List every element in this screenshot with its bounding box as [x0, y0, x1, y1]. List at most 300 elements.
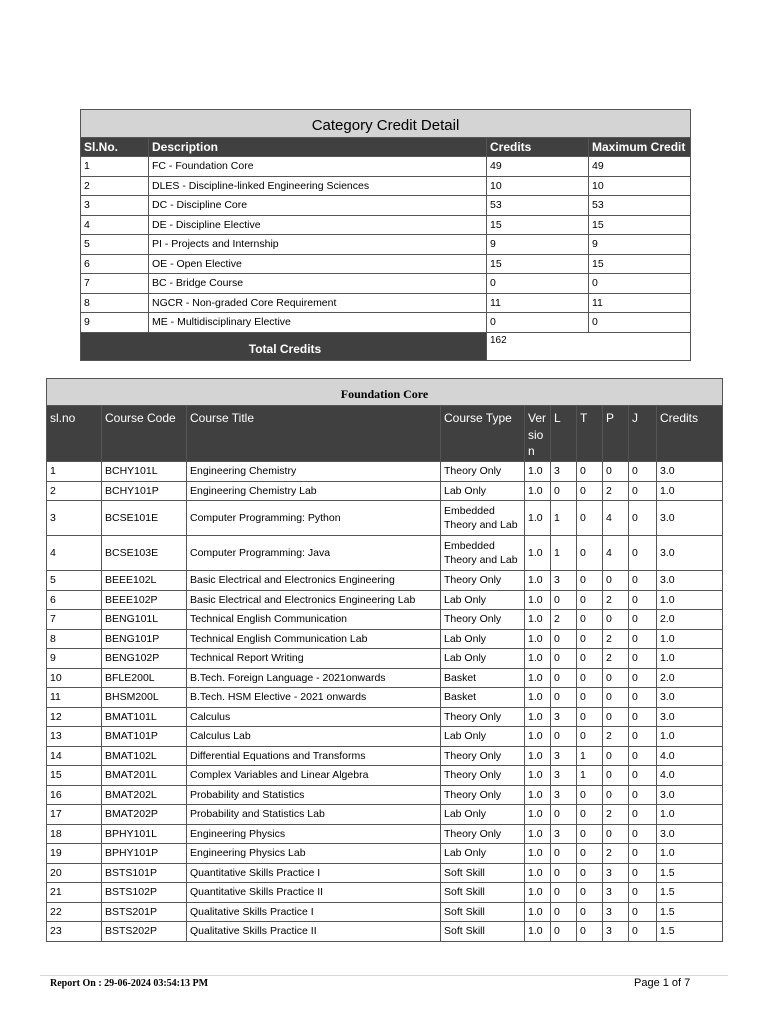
- table-row: [47, 805, 723, 825]
- cell-course-type: Theory Only: [441, 785, 525, 805]
- cell-slno: 9: [47, 649, 102, 669]
- cell-j: 0: [629, 883, 657, 903]
- table-row: [81, 254, 691, 274]
- cell-max-credit: 15: [589, 254, 691, 274]
- cell-l: 0: [551, 883, 577, 903]
- cell-l: 3: [551, 746, 577, 766]
- cell-description: NGCR - Non-graded Core Requirement: [149, 293, 487, 313]
- cell-j: 0: [629, 481, 657, 501]
- cell-l: 3: [551, 571, 577, 591]
- cell-course-title: Engineering Chemistry: [187, 462, 441, 482]
- cell-description: DE - Discipline Elective: [149, 215, 487, 235]
- cell-max-credit: 15: [589, 215, 691, 235]
- table-row: [47, 629, 723, 649]
- cell-slno: 20: [47, 863, 102, 883]
- cell-p: 0: [603, 766, 629, 786]
- cell-l: 0: [551, 590, 577, 610]
- cell-credits: 11: [487, 293, 589, 313]
- cell-course-title: Calculus Lab: [187, 727, 441, 747]
- table-row: [47, 824, 723, 844]
- cell-credits: 3.0: [657, 785, 723, 805]
- cell-l: 0: [551, 668, 577, 688]
- cell-credits: 1.0: [657, 590, 723, 610]
- cell-description: ME - Multidisciplinary Elective: [149, 313, 487, 333]
- header-version-line-2: sio: [528, 427, 544, 442]
- cell-t: 0: [577, 462, 603, 482]
- cell-credits: 1.0: [657, 805, 723, 825]
- cell-course-code: BCHY101L: [102, 462, 187, 482]
- cell-slno: 5: [47, 571, 102, 591]
- cell-p: 0: [603, 462, 629, 482]
- category-credit-table: [80, 109, 691, 361]
- cell-credits: 1.0: [657, 629, 723, 649]
- footer-divider: [40, 975, 728, 976]
- foundation-title-row: [47, 379, 723, 406]
- cell-t: 0: [577, 902, 603, 922]
- cell-course-type: Lab Only: [441, 649, 525, 669]
- cell-slno: 12: [47, 707, 102, 727]
- cell-p: 2: [603, 481, 629, 501]
- cell-course-title: Qualitative Skills Practice I: [187, 902, 441, 922]
- cell-t: 0: [577, 571, 603, 591]
- cell-j: 0: [629, 590, 657, 610]
- cell-course-title: B.Tech. HSM Elective - 2021 onwards: [187, 688, 441, 708]
- cell-course-type: Lab Only: [441, 590, 525, 610]
- cell-version: 1.0: [525, 688, 551, 708]
- cell-version: 1.0: [525, 785, 551, 805]
- cell-j: 0: [629, 746, 657, 766]
- cell-credits: 0: [487, 274, 589, 294]
- cell-version: 1.0: [525, 462, 551, 482]
- cell-credits: 3.0: [657, 462, 723, 482]
- cell-max-credit: 0: [589, 274, 691, 294]
- header-course-title: Course Title: [187, 406, 441, 462]
- cell-slno: 17: [47, 805, 102, 825]
- total-row: [81, 332, 691, 360]
- cell-j: 0: [629, 649, 657, 669]
- cell-t: 0: [577, 863, 603, 883]
- cell-course-title: Basic Electrical and Electronics Engineering: [187, 571, 441, 591]
- header-description: Description: [149, 138, 487, 157]
- cell-course-type: Lab Only: [441, 844, 525, 864]
- cell-course-type: Soft Skill: [441, 863, 525, 883]
- table-row: [47, 766, 723, 786]
- table-row: [47, 902, 723, 922]
- cell-version: 1.0: [525, 863, 551, 883]
- cell-t: 0: [577, 649, 603, 669]
- cell-p: 3: [603, 883, 629, 903]
- cell-credits: 15: [487, 254, 589, 274]
- cell-version: 1.0: [525, 629, 551, 649]
- cell-slno: 22: [47, 902, 102, 922]
- cell-course-type: Embedded Theory and Lab: [441, 501, 525, 536]
- cell-course-code: BPHY101L: [102, 824, 187, 844]
- cell-course-title: Engineering Physics Lab: [187, 844, 441, 864]
- cell-credits: 3.0: [657, 824, 723, 844]
- cell-credits: 15: [487, 215, 589, 235]
- cell-version: 1.0: [525, 746, 551, 766]
- cell-credits: 3.0: [657, 707, 723, 727]
- cell-course-code: BCSE101E: [102, 501, 187, 536]
- cell-version: 1.0: [525, 766, 551, 786]
- table-row: [81, 157, 691, 177]
- table-row: [81, 196, 691, 216]
- cell-course-type: Lab Only: [441, 727, 525, 747]
- cell-version: 1.0: [525, 922, 551, 942]
- cell-credits: 1.0: [657, 727, 723, 747]
- cell-version: 1.0: [525, 902, 551, 922]
- cell-j: 0: [629, 668, 657, 688]
- cell-course-type: Theory Only: [441, 571, 525, 591]
- cell-j: 0: [629, 727, 657, 747]
- table-row: [47, 707, 723, 727]
- header-slno: Sl.No.: [81, 138, 149, 157]
- table-row: [47, 610, 723, 630]
- table-row: [81, 274, 691, 294]
- cell-t: 0: [577, 844, 603, 864]
- cell-course-title: Technical Report Writing: [187, 649, 441, 669]
- cell-credits: 3.0: [657, 536, 723, 571]
- cell-t: 0: [577, 707, 603, 727]
- table-row: [81, 176, 691, 196]
- cell-slno: 23: [47, 922, 102, 942]
- cell-version: 1.0: [525, 590, 551, 610]
- cell-course-code: BMAT201L: [102, 766, 187, 786]
- cell-t: 0: [577, 824, 603, 844]
- cell-course-type: Soft Skill: [441, 902, 525, 922]
- cell-j: 0: [629, 536, 657, 571]
- table-row: [81, 235, 691, 255]
- cell-t: 1: [577, 766, 603, 786]
- cell-slno: 1: [81, 157, 149, 177]
- cell-course-type: Theory Only: [441, 824, 525, 844]
- cell-l: 3: [551, 462, 577, 482]
- cell-credits: 4.0: [657, 766, 723, 786]
- table-row: [47, 536, 723, 571]
- cell-max-credit: 53: [589, 196, 691, 216]
- cell-p: 2: [603, 727, 629, 747]
- cell-p: 0: [603, 746, 629, 766]
- cell-course-title: Probability and Statistics Lab: [187, 805, 441, 825]
- cell-max-credit: 0: [589, 313, 691, 333]
- cell-course-code: BEEE102P: [102, 590, 187, 610]
- cell-course-code: BSTS201P: [102, 902, 187, 922]
- cell-l: 0: [551, 727, 577, 747]
- cell-credits: 3.0: [657, 571, 723, 591]
- cell-l: 3: [551, 707, 577, 727]
- report-timestamp: Report On : 29-06-2024 03:54:13 PM: [50, 978, 209, 989]
- cell-p: 2: [603, 805, 629, 825]
- cell-version: 1.0: [525, 571, 551, 591]
- cell-course-type: Theory Only: [441, 746, 525, 766]
- cell-t: 1: [577, 746, 603, 766]
- cell-course-type: Embedded Theory and Lab: [441, 536, 525, 571]
- cell-slno: 16: [47, 785, 102, 805]
- header-t: T: [577, 406, 603, 462]
- cell-slno: 3: [47, 501, 102, 536]
- cell-course-title: B.Tech. Foreign Language - 2021onwards: [187, 668, 441, 688]
- cell-slno: 4: [47, 536, 102, 571]
- cell-t: 0: [577, 590, 603, 610]
- cell-version: 1.0: [525, 844, 551, 864]
- cell-t: 0: [577, 688, 603, 708]
- cell-version: 1.0: [525, 649, 551, 669]
- cell-l: 0: [551, 922, 577, 942]
- cell-l: 0: [551, 649, 577, 669]
- cell-j: 0: [629, 785, 657, 805]
- cell-p: 2: [603, 629, 629, 649]
- cell-course-code: BSTS102P: [102, 883, 187, 903]
- table-row: [47, 785, 723, 805]
- cell-course-code: BPHY101P: [102, 844, 187, 864]
- cell-t: 0: [577, 668, 603, 688]
- table-row: [47, 688, 723, 708]
- cell-credits: 2.0: [657, 610, 723, 630]
- cell-slno: 9: [81, 313, 149, 333]
- cell-max-credit: 10: [589, 176, 691, 196]
- cell-p: 3: [603, 863, 629, 883]
- cell-course-type: Theory Only: [441, 462, 525, 482]
- header-slno: sl.no: [47, 406, 102, 462]
- cell-slno: 11: [47, 688, 102, 708]
- cell-p: 0: [603, 610, 629, 630]
- cell-credits: 1.0: [657, 481, 723, 501]
- table-row: [47, 590, 723, 610]
- cell-j: 0: [629, 462, 657, 482]
- cell-course-code: BHSM200L: [102, 688, 187, 708]
- cell-max-credit: 9: [589, 235, 691, 255]
- cell-course-code: BMAT202P: [102, 805, 187, 825]
- header-credits: Credits: [487, 138, 589, 157]
- cell-j: 0: [629, 610, 657, 630]
- cell-l: 0: [551, 629, 577, 649]
- cell-j: 0: [629, 766, 657, 786]
- cell-t: 0: [577, 501, 603, 536]
- cell-description: BC - Bridge Course: [149, 274, 487, 294]
- cell-j: 0: [629, 863, 657, 883]
- cell-course-title: Probability and Statistics: [187, 785, 441, 805]
- cell-credits: 3.0: [657, 501, 723, 536]
- foundation-core-table: [46, 378, 723, 942]
- cell-slno: 18: [47, 824, 102, 844]
- table-row: [47, 481, 723, 501]
- cell-j: 0: [629, 902, 657, 922]
- cell-course-type: Basket: [441, 688, 525, 708]
- cell-l: 3: [551, 785, 577, 805]
- cell-l: 3: [551, 824, 577, 844]
- total-credits-label: Total Credits: [81, 332, 487, 360]
- cell-version: 1.0: [525, 707, 551, 727]
- header-course-code: Course Code: [102, 406, 187, 462]
- cell-credits: 49: [487, 157, 589, 177]
- cell-j: 0: [629, 501, 657, 536]
- cell-slno: 10: [47, 668, 102, 688]
- cell-slno: 3: [81, 196, 149, 216]
- cell-credits: 3.0: [657, 688, 723, 708]
- cell-p: 0: [603, 668, 629, 688]
- table-row: [47, 649, 723, 669]
- cell-p: 0: [603, 785, 629, 805]
- table-row: [81, 215, 691, 235]
- cell-l: 1: [551, 501, 577, 536]
- cell-course-code: BSTS101P: [102, 863, 187, 883]
- cell-course-code: BCHY101P: [102, 481, 187, 501]
- foundation-table-title: Foundation Core: [47, 379, 723, 406]
- cell-max-credit: 49: [589, 157, 691, 177]
- cell-course-title: Engineering Physics: [187, 824, 441, 844]
- cell-t: 0: [577, 922, 603, 942]
- cell-course-type: Lab Only: [441, 481, 525, 501]
- cell-p: 2: [603, 649, 629, 669]
- cell-course-title: Calculus: [187, 707, 441, 727]
- cell-description: DLES - Discipline-linked Engineering Sciences: [149, 176, 487, 196]
- total-credits-value: 162: [487, 332, 691, 360]
- table-row: [81, 313, 691, 333]
- cell-slno: 1: [47, 462, 102, 482]
- cell-p: 3: [603, 902, 629, 922]
- table-row: [47, 462, 723, 482]
- cell-j: 0: [629, 707, 657, 727]
- header-j: J: [629, 406, 657, 462]
- cell-course-type: Theory Only: [441, 707, 525, 727]
- cell-version: 1.0: [525, 536, 551, 571]
- cell-slno: 4: [81, 215, 149, 235]
- cell-version: 1.0: [525, 610, 551, 630]
- cell-j: 0: [629, 629, 657, 649]
- cell-description: FC - Foundation Core: [149, 157, 487, 177]
- cell-slno: 6: [81, 254, 149, 274]
- cell-slno: 13: [47, 727, 102, 747]
- cell-credits: 2.0: [657, 668, 723, 688]
- cell-description: OE - Open Elective: [149, 254, 487, 274]
- cell-j: 0: [629, 844, 657, 864]
- page-number: Page 1 of 7: [634, 977, 691, 989]
- cell-p: 0: [603, 688, 629, 708]
- cell-l: 2: [551, 610, 577, 630]
- table-row: [47, 668, 723, 688]
- cell-slno: 8: [81, 293, 149, 313]
- table-row: [47, 501, 723, 536]
- cell-slno: 8: [47, 629, 102, 649]
- cell-p: 3: [603, 922, 629, 942]
- table-row: [47, 883, 723, 903]
- cell-credits: 1.0: [657, 649, 723, 669]
- cell-course-type: Lab Only: [441, 805, 525, 825]
- cell-p: 0: [603, 707, 629, 727]
- cell-p: 0: [603, 824, 629, 844]
- cell-course-code: BFLE200L: [102, 668, 187, 688]
- table-row: [47, 844, 723, 864]
- cell-course-title: Quantitative Skills Practice I: [187, 863, 441, 883]
- cell-l: 0: [551, 805, 577, 825]
- cell-slno: 19: [47, 844, 102, 864]
- cell-course-title: Computer Programming: Python: [187, 501, 441, 536]
- cell-j: 0: [629, 922, 657, 942]
- header-version-line-1: Ver: [528, 411, 547, 425]
- cell-version: 1.0: [525, 481, 551, 501]
- category-title-row: [81, 110, 691, 138]
- cell-l: 0: [551, 844, 577, 864]
- header-version: [525, 406, 551, 462]
- table-row: [81, 293, 691, 313]
- cell-course-code: BCSE103E: [102, 536, 187, 571]
- header-max-credit: Maximum Credit: [589, 138, 691, 157]
- cell-j: 0: [629, 688, 657, 708]
- header-l: L: [551, 406, 577, 462]
- cell-p: 2: [603, 844, 629, 864]
- cell-version: 1.0: [525, 824, 551, 844]
- cell-course-code: BMAT101P: [102, 727, 187, 747]
- cell-t: 0: [577, 481, 603, 501]
- cell-slno: 2: [47, 481, 102, 501]
- cell-credits: 10: [487, 176, 589, 196]
- cell-version: 1.0: [525, 727, 551, 747]
- header-p: P: [603, 406, 629, 462]
- cell-slno: 15: [47, 766, 102, 786]
- cell-p: 2: [603, 590, 629, 610]
- cell-l: 3: [551, 766, 577, 786]
- cell-course-title: Quantitative Skills Practice II: [187, 883, 441, 903]
- table-row: [47, 922, 723, 942]
- cell-slno: 14: [47, 746, 102, 766]
- cell-course-title: Engineering Chemistry Lab: [187, 481, 441, 501]
- cell-credits: 0: [487, 313, 589, 333]
- cell-description: DC - Discipline Core: [149, 196, 487, 216]
- cell-credits: 1.5: [657, 883, 723, 903]
- cell-t: 0: [577, 610, 603, 630]
- cell-p: 4: [603, 536, 629, 571]
- cell-course-type: Lab Only: [441, 629, 525, 649]
- cell-course-title: Complex Variables and Linear Algebra: [187, 766, 441, 786]
- cell-credits: 1.5: [657, 922, 723, 942]
- cell-course-title: Technical English Communication Lab: [187, 629, 441, 649]
- cell-credits: 1.5: [657, 863, 723, 883]
- cell-course-code: BENG101L: [102, 610, 187, 630]
- cell-course-title: Basic Electrical and Electronics Engineering Lab: [187, 590, 441, 610]
- cell-course-code: BENG102P: [102, 649, 187, 669]
- cell-credits: 4.0: [657, 746, 723, 766]
- cell-course-type: Soft Skill: [441, 922, 525, 942]
- cell-course-type: Basket: [441, 668, 525, 688]
- cell-t: 0: [577, 629, 603, 649]
- table-row: [47, 727, 723, 747]
- cell-slno: 21: [47, 883, 102, 903]
- cell-course-title: Differential Equations and Transforms: [187, 746, 441, 766]
- cell-version: 1.0: [525, 883, 551, 903]
- cell-l: 0: [551, 902, 577, 922]
- cell-p: 0: [603, 571, 629, 591]
- cell-version: 1.0: [525, 668, 551, 688]
- cell-credits: 1.5: [657, 902, 723, 922]
- cell-j: 0: [629, 571, 657, 591]
- cell-l: 0: [551, 481, 577, 501]
- cell-slno: 7: [81, 274, 149, 294]
- cell-j: 0: [629, 805, 657, 825]
- cell-t: 0: [577, 536, 603, 571]
- foundation-header-row: [47, 406, 723, 462]
- table-row: [47, 571, 723, 591]
- cell-slno: 7: [47, 610, 102, 630]
- cell-l: 1: [551, 536, 577, 571]
- cell-credits: 9: [487, 235, 589, 255]
- cell-course-type: Theory Only: [441, 610, 525, 630]
- cell-credits: 1.0: [657, 844, 723, 864]
- header-credits: Credits: [657, 406, 723, 462]
- cell-max-credit: 11: [589, 293, 691, 313]
- cell-credits: 53: [487, 196, 589, 216]
- cell-course-code: BMAT102L: [102, 746, 187, 766]
- table-row: [47, 863, 723, 883]
